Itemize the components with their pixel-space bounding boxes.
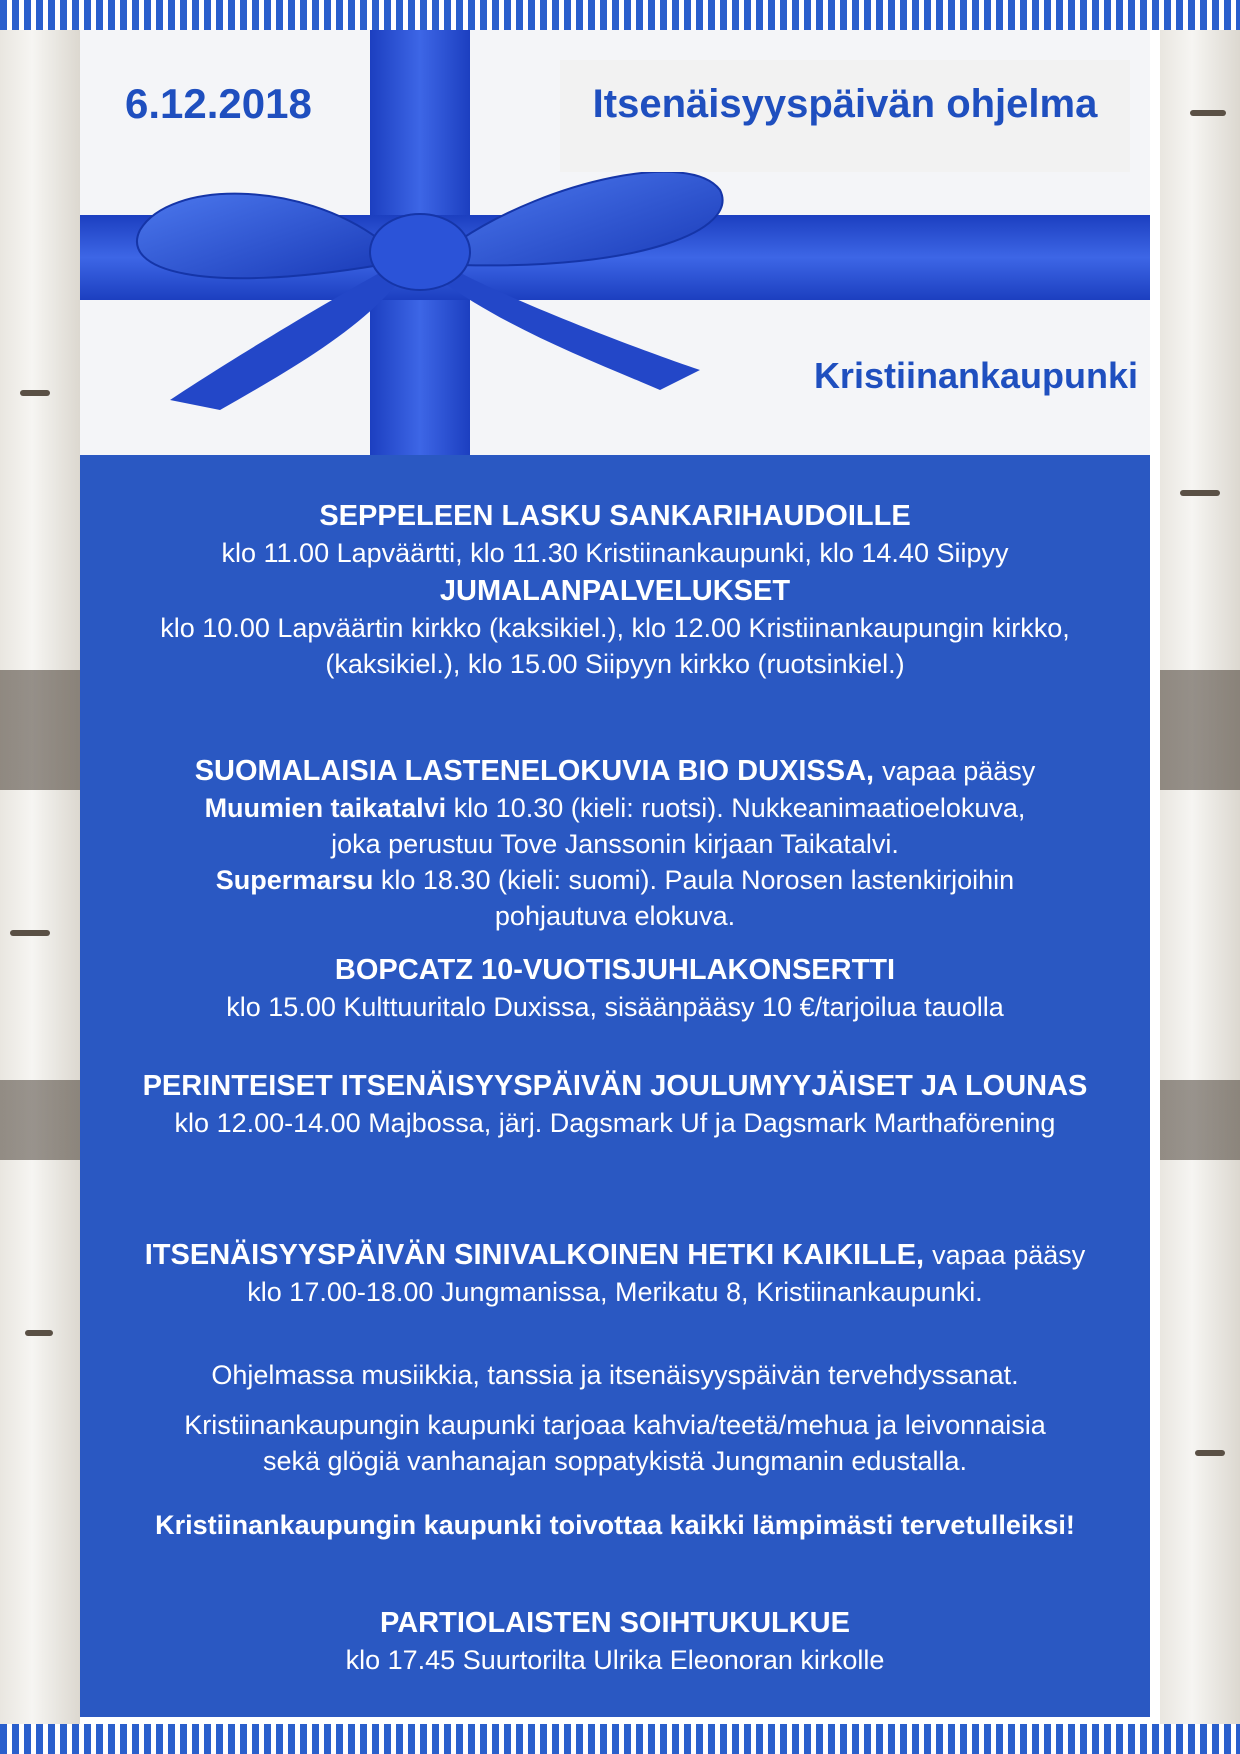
section-wreath: [80, 498, 1150, 571]
section-scouts: [80, 1605, 1150, 1678]
section-heading: BOPCATZ 10-VUOTISJUHLAKONSERTTI: [334, 954, 896, 986]
bark-mark: [1180, 490, 1220, 496]
birch-bark-left: [0, 30, 80, 1724]
section-text: klo 17.45 Suurtorilta Ulrika Eleonoran kirkolle: [345, 1645, 885, 1675]
bark-mark: [10, 930, 50, 936]
film-text: pohjautuva elokuva.: [494, 901, 736, 931]
free-entry-label: vapaa pääsy: [882, 756, 1036, 786]
section-welcome: [80, 1507, 1150, 1543]
section-heading: PERINTEISET ITSENÄISYYSPÄIVÄN JOULUMYYJÄISET JA LOUNAS: [142, 1070, 1088, 1102]
offer-text: sekä glögiä vanhanajan soppatykistä Jungmanin edustalla.: [263, 1446, 967, 1476]
page-title: Itsenäisyyspäivän ohjelma: [592, 82, 1098, 126]
header-panel: [80, 30, 1150, 455]
section-heading: SEPPELEEN LASKU SANKARIHAUDOILLE: [319, 500, 911, 532]
program-panel: [80, 455, 1150, 1717]
birch-bark-right: [1160, 30, 1240, 1724]
section-market: [80, 1068, 1150, 1141]
section-services: [80, 573, 1150, 682]
section-text: klo 15.00 Kulttuuritalo Duxissa, sisäänpääsy 10 €/tarjoilua tauolla: [226, 992, 1004, 1022]
program-text: Ohjelmassa musiikkia, tanssia ja itsenäisyyspäivän tervehdyssanat.: [211, 1360, 1019, 1390]
bottom-stripe-border: [0, 1724, 1240, 1754]
section-heading: PARTIOLAISTEN SOIHTUKULKUE: [380, 1607, 850, 1639]
offer-text: Kristiinankaupungin kaupunki tarjoaa kahvia/teetä/mehua ja leivonnaisia: [184, 1410, 1046, 1440]
film-text: klo 18.30 (kieli: suomi). Paula Norosen lastenkirjoihin: [380, 865, 1015, 895]
film-text: joka perustuu Tove Janssonin kirjaan Taikatalvi.: [331, 829, 899, 859]
bark-mark: [1195, 1450, 1225, 1456]
section-heading: SUOMALAISIA LASTENELOKUVIA BIO DUXISSA,: [194, 755, 875, 787]
section-concert: [80, 952, 1150, 1025]
top-stripe-border: [0, 0, 1240, 30]
bark-mark: [25, 1330, 53, 1336]
bark-mark: [1190, 110, 1226, 116]
section-heading: JUMALANPALVELUKSET: [439, 575, 791, 607]
film-title: Muumien taikatalvi: [204, 793, 447, 823]
event-date: 6.12.2018: [125, 80, 312, 127]
section-text: klo 11.00 Lapväärtti, klo 11.30 Kristiinankaupunki, klo 14.40 Siipyy: [221, 538, 1009, 568]
city-name: Kristiinankaupunki: [813, 355, 1138, 396]
section-offer: [80, 1407, 1150, 1479]
section-text: (kaksikiel.), klo 15.00 Siipyyn kirkko (ruotsinkiel.): [325, 649, 905, 679]
welcome-text: Kristiinankaupungin kaupunki toivottaa kaikki lämpimästi tervetulleiksi!: [155, 1510, 1075, 1540]
section-text: klo 12.00-14.00 Majbossa, järj. Dagsmark Uf ja Dagsmark Marthaförening: [174, 1108, 1056, 1138]
section-moment-details: [80, 1357, 1150, 1393]
film-title: Supermarsu: [215, 865, 374, 895]
section-text: klo 17.00-18.00 Jungmanissa, Merikatu 8, Kristiinankaupunki.: [247, 1277, 983, 1307]
section-moment: [80, 1237, 1150, 1310]
section-films: [80, 753, 1150, 934]
section-text: klo 10.00 Lapväärtin kirkko (kaksikiel.), klo 12.00 Kristiinankaupungin kirkko,: [160, 613, 1070, 643]
film-text: klo 10.30 (kieli: ruotsi). Nukkeanimaatioelokuva,: [453, 793, 1026, 823]
free-entry-label: vapaa pääsy: [932, 1240, 1086, 1270]
section-heading: ITSENÄISYYSPÄIVÄN SINIVALKOINEN HETKI KAIKILLE,: [144, 1239, 925, 1271]
bark-mark: [20, 390, 50, 396]
